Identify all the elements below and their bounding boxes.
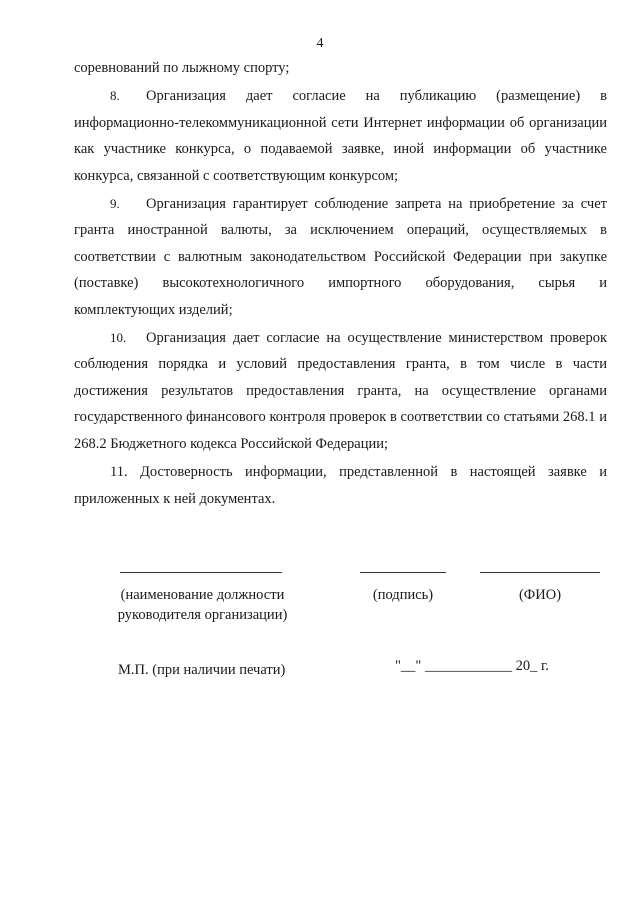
paragraph-number: 10. — [110, 330, 127, 346]
position-label-line-1: (наименование должности — [120, 587, 285, 603]
date-field: "__" ____________ 20_ г. — [395, 658, 549, 674]
paragraph-text: Организация дает согласие на публикацию (размещение) в информационно-телекоммуникационной сети Интернет информации об организации как участнике конкурса, о подаваемой заявке, иной информации об участнике конкурса, связанной с соответствующим конкурсом; — [74, 88, 607, 184]
position-signature-line — [120, 572, 282, 573]
paragraph-text: 11. Достоверность информации, представленной в настоящей заявке и приложенных к ней документах. — [74, 464, 607, 507]
paragraph-text: Организация гарантирует соблюдение запрета на приобретение за счет гранта иностранной валюты, за исключением операций, осуществляемых в соответствии с валютным законодательством Российской Федерации при закупке (поставке) высокотехнологичного импортного оборудования, сырья и комплектующих изделий; — [74, 196, 607, 318]
position-label — [100, 585, 305, 625]
position-label-line-2: руководителя организации) — [117, 607, 288, 623]
paragraph-continuation — [74, 55, 607, 81]
stamp-label: М.П. (при наличии печати) — [118, 662, 286, 678]
paragraph-9 — [74, 191, 607, 323]
paragraph-10 — [74, 325, 607, 457]
name-label: (ФИО) — [518, 587, 562, 603]
paragraph-11 — [74, 459, 607, 512]
signature-label: (подпись) — [372, 587, 434, 603]
paragraph-number: 8. — [110, 88, 120, 104]
paragraph-text: соревнований по лыжному спорту; — [74, 60, 290, 76]
document-body — [74, 55, 607, 514]
page-number: 4 — [316, 36, 324, 51]
signature-line — [360, 572, 446, 573]
name-signature-line — [480, 572, 600, 573]
paragraph-text: Организация дает согласие на осуществление министерством проверок соблюдения порядка и условий предоставления гранта, в том числе в части достижения результатов предоставления гранта, на осуществление органами государственного финансового контроля проверок в соответствии со статьями 268.1 и 268.2 Бюджетного кодекса Российской Федерации; — [74, 330, 607, 452]
paragraph-number: 9. — [110, 196, 120, 212]
paragraph-8 — [74, 83, 607, 189]
